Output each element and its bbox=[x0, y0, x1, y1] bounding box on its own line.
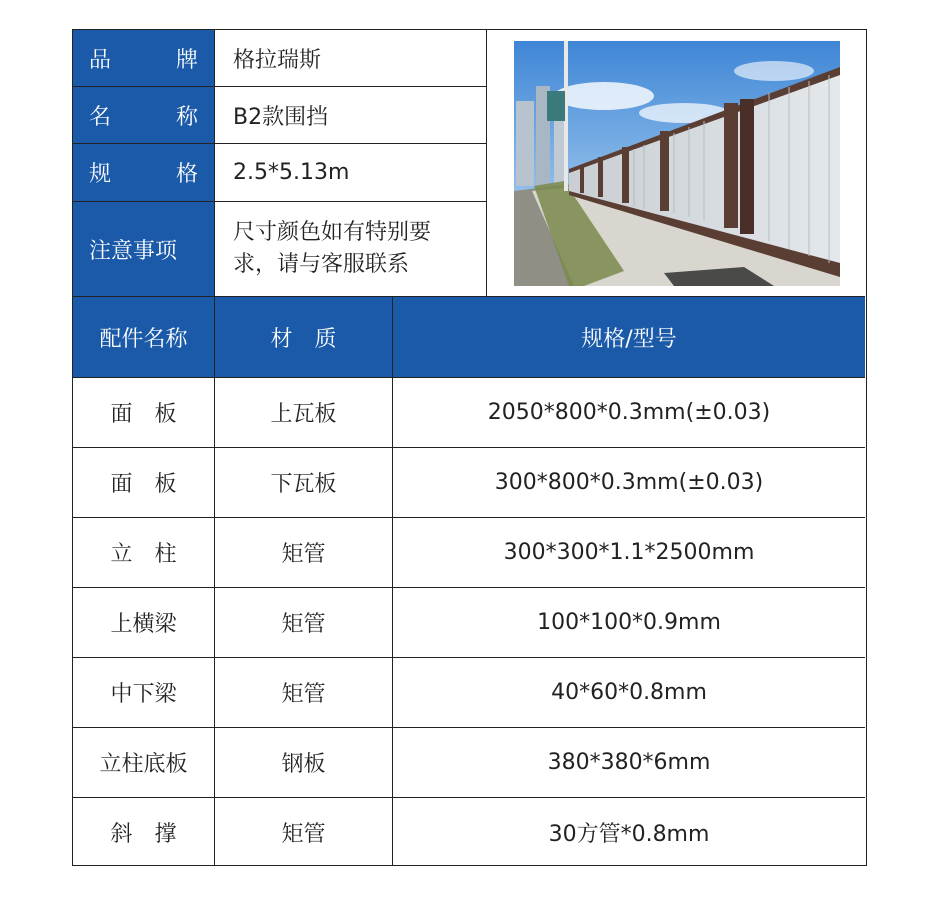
part-material: 下瓦板 bbox=[215, 448, 393, 517]
info-row-name bbox=[73, 87, 487, 144]
part-material: 矩管 bbox=[215, 588, 393, 657]
part-material: 上瓦板 bbox=[215, 378, 393, 447]
info-label-name: 名 称 bbox=[73, 87, 215, 143]
part-name: 上横梁 bbox=[73, 588, 215, 657]
info-value-notes bbox=[215, 202, 487, 296]
part-name: 立柱底板 bbox=[73, 728, 215, 797]
info-label-notes: 注意事项 bbox=[73, 202, 215, 296]
info-row-brand bbox=[73, 30, 487, 87]
parts-table-header bbox=[73, 297, 865, 378]
info-row-notes bbox=[73, 202, 487, 297]
part-material: 矩管 bbox=[215, 798, 393, 866]
part-material: 矩管 bbox=[215, 518, 393, 587]
part-name: 立 柱 bbox=[73, 518, 215, 587]
part-spec: 40*60*0.8mm bbox=[551, 680, 707, 705]
info-value-spec: 2.5*5.13m bbox=[215, 144, 487, 201]
fence-photo bbox=[514, 41, 840, 286]
table-row bbox=[73, 728, 865, 798]
notes-line-1: 尺寸颜色如有特别要 bbox=[233, 220, 432, 245]
part-name: 面 板 bbox=[73, 448, 215, 517]
table-row bbox=[73, 588, 865, 658]
part-spec: 30方管*0.8mm bbox=[548, 821, 710, 847]
table-row bbox=[73, 378, 865, 448]
table-row bbox=[73, 658, 865, 728]
info-label-spec: 规 格 bbox=[73, 144, 215, 201]
part-name: 斜 撑 bbox=[73, 798, 215, 866]
info-block bbox=[73, 30, 865, 297]
spec-sheet bbox=[72, 29, 867, 866]
notes-line-2: 求，请与客服联系 bbox=[233, 252, 410, 277]
part-spec: 380*380*6mm bbox=[547, 750, 711, 775]
part-material: 矩管 bbox=[215, 658, 393, 727]
table-row bbox=[73, 518, 865, 588]
part-name: 中下梁 bbox=[73, 658, 215, 727]
part-material: 钢板 bbox=[215, 728, 393, 797]
part-spec: 300*300*1.1*2500mm bbox=[503, 540, 755, 565]
header-spec: 规格/型号 bbox=[581, 326, 677, 352]
table-row bbox=[73, 798, 865, 866]
table-row bbox=[73, 448, 865, 518]
info-value-brand: 格拉瑞斯 bbox=[215, 30, 487, 86]
part-spec: 300*800*0.3mm(±0.03) bbox=[494, 470, 764, 495]
info-label-brand: 品 牌 bbox=[73, 30, 215, 86]
parts-table-body bbox=[73, 378, 865, 866]
photo-cell bbox=[487, 30, 865, 297]
header-part-name: 配件名称 bbox=[73, 297, 215, 377]
info-value-name: B2款围挡 bbox=[215, 87, 487, 143]
part-spec: 2050*800*0.3mm(±0.03) bbox=[487, 400, 771, 425]
info-row-spec bbox=[73, 144, 487, 202]
part-name: 面 板 bbox=[73, 378, 215, 447]
part-spec: 100*100*0.9mm bbox=[537, 610, 721, 635]
header-material: 材 质 bbox=[215, 297, 393, 377]
